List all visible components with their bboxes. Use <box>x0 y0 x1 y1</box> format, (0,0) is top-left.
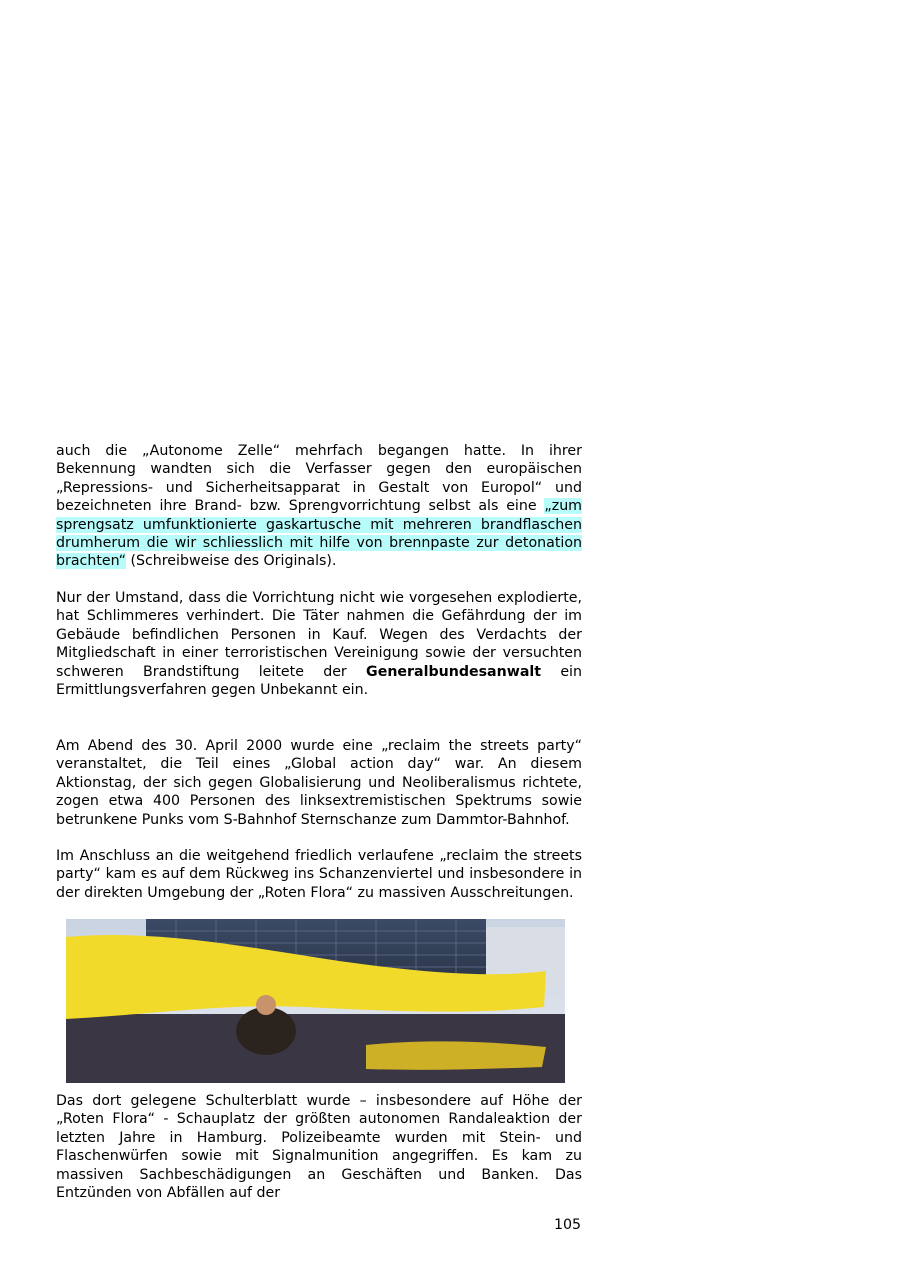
paragraph-reclaim-party <box>56 737 582 829</box>
paragraph-text: (Schreibweise des Originals). <box>125 553 337 570</box>
paragraph-text: Nur der Umstand, dass die Vorrichtung nicht wie vorgesehen explodierte, hat Schlimmeres verhindert. Die Täter nahmen die Gefährdung der im Gebäude befindlichen Personen in Kauf. Wegen des Verdachts der Mitgliedschaft in einer terroristischen Vereinigung sowie der versuchten schweren Brandstiftung leitete der <box>56 590 582 680</box>
paragraph-text: Das dort gelegene Schulterblatt wurde – insbesondere auf Höhe der „Roten Flora“ - Schauplatz der größten autonomen Randaleaktion der letzten Jahre in Hamburg. Polizeibeamte wurden mit Stein- und Flaschenwürfen sowie mit Signalmunition angegriffen. Es kam zu massiven Sachbeschädigungen an Geschäften und Banken. Das Entzünden von Abfällen auf der <box>56 1093 582 1202</box>
page-number: 105 <box>554 1217 582 1233</box>
bold-term: Generalbundesanwalt <box>366 663 542 680</box>
paragraph-ausschreitungen <box>56 847 582 902</box>
paragraph-text: Im Anschluss an die weitgehend friedlich verlaufene „reclaim the streets party“ kam es auf dem Rückweg ins Schanzenviertel und insbesondere in der direkten Umgebung der „Roten Flora“ zu massiven Ausschreitungen. <box>56 848 582 901</box>
paragraph-schulterblatt <box>56 1092 582 1202</box>
paragraph-ermittlung <box>56 589 582 699</box>
paragraph-text: auch die „Autonome Zelle“ mehrfach begangen hatte. In ihrer Bekennung wandten sich die Verfasser gegen den europäischen „Repressions- und Sicherheitsapparat in Gestalt von Europol“ und bezeichneten ihre Brand- bzw. Sprengvorrichtung selbst als eine <box>56 443 582 515</box>
paragraph-text: ein Ermittlungsverfahren gegen Unbekannt ein. <box>56 663 582 699</box>
paragraph-bekennung <box>56 442 582 571</box>
paragraph-text: Am Abend des 30. April 2000 wurde eine „reclaim the streets party“ veranstaltet, die Teil eines „Global action day“ war. An diesem Aktionstag, der sich gegen Globalisierung und Neoliberalismus richtete, zogen etwa 400 Personen des linksextremistischen Spektrums sowie betrunkene Punks vom S-Bahnhof Sternschanze zum Dammtor-Bahnhof. <box>56 738 582 828</box>
highlighted-quote: „zum sprengsatz umfunktionierte gaskartusche mit mehreren brandflaschen drumherum die wir schliesslich mit hilfe von brennpaste zur detonation brachten“ <box>56 498 582 570</box>
demonstration-photo <box>66 919 565 1083</box>
